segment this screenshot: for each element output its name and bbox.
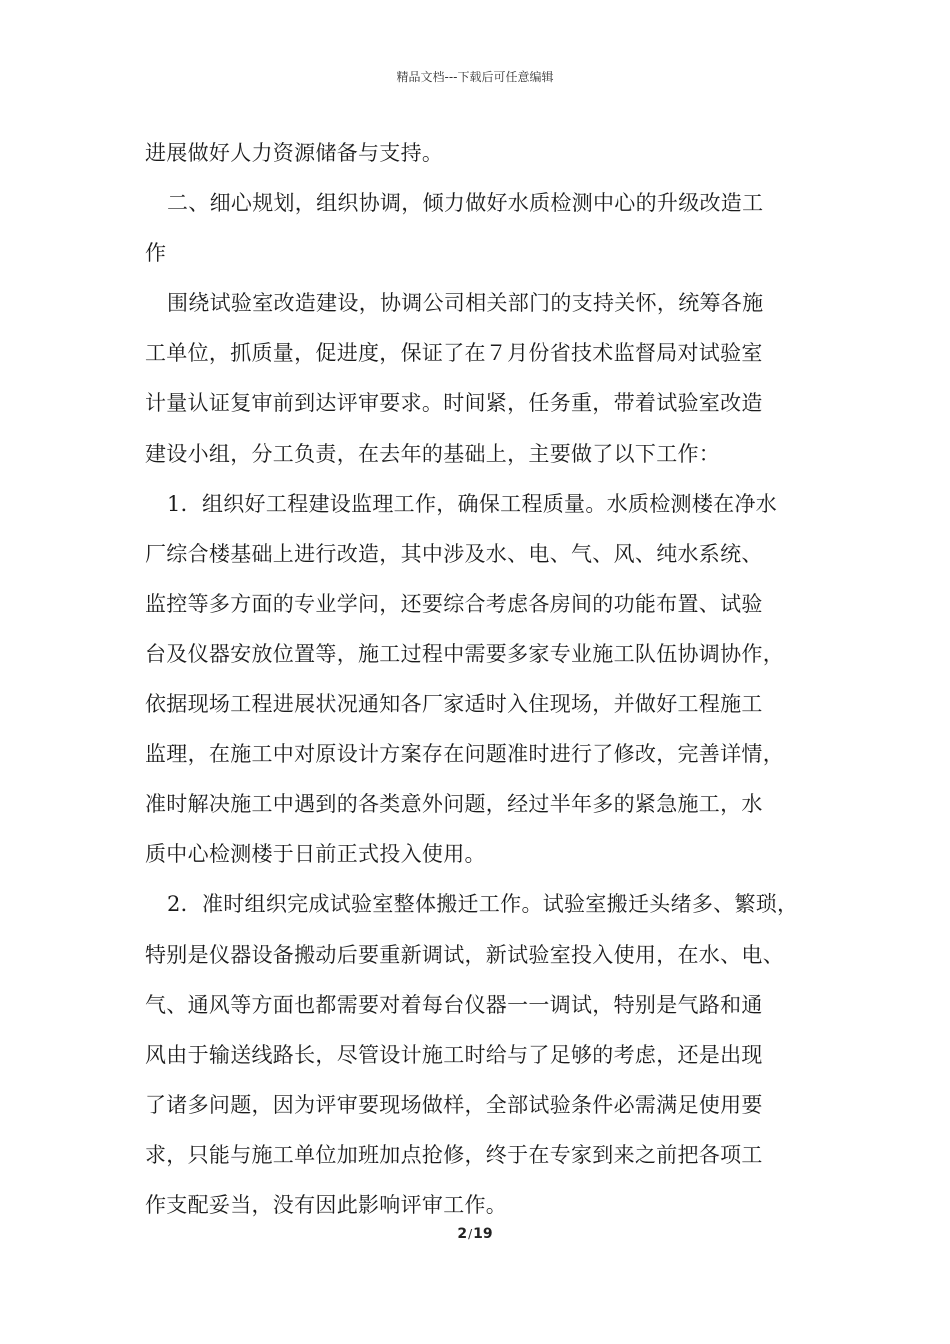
text-line: 计量认证复审前到达评审要求。时间紧，任务重，带着试验室改造: [145, 391, 763, 416]
text-line: 进展做好人力资源储备与支持。: [145, 141, 444, 165]
document-body: [145, 128, 835, 1230]
header-text: 精品文档---下载后可任意编辑: [396, 70, 554, 84]
text-line: 依据现场工程进展状况通知各厂家适时入住现场，并做好工程施工: [145, 692, 763, 717]
text-line: 作支配妥当，没有因此影响评审工作。: [145, 1192, 508, 1217]
text-line: 气、通风等方面也都需要对着每台仪器一一调试，特别是气路和通: [145, 992, 763, 1017]
text-line: 工单位，抓质量，促进度，保证了在７月份省技术监督局对试验室: [145, 341, 763, 366]
page-header: [0, 68, 950, 85]
total-page-count: 19: [473, 1226, 493, 1242]
text-line: 特别是仪器设备搬动后要重新调试，新试验室投入使用，在水、电、: [145, 942, 784, 967]
current-page-number: 2: [457, 1226, 468, 1242]
text-line: 1．组织好工程建设监理工作，确保工程质量。水质检测楼在净水: [167, 491, 778, 516]
text-line: 2．准时组织完成试验室整体搬迁工作。试验室搬迁头绪多、繁琐，: [167, 892, 799, 917]
text-line: 了诸多问题，因为评审要现场做样，全部试验条件必需满足使用要: [145, 1092, 763, 1117]
text-line: 质中心检测楼于日前正式投入使用。: [145, 842, 486, 867]
text-line: 风由于输送线路长，尽管设计施工时给与了足够的考虑，还是出现: [145, 1042, 763, 1067]
text-line: 台及仪器安放位置等，施工过程中需要多家专业施工队伍协调协作，: [145, 641, 784, 666]
text-line: 准时解决施工中遇到的各类意外问题，经过半年多的紧急施工，水: [145, 792, 763, 817]
text-line: 厂综合楼基础上进行改造，其中涉及水、电、气、风、纯水系统、: [145, 541, 763, 566]
text-line: 求，只能与施工单位加班加点抢修，终于在专家到来之前把各项工: [145, 1142, 763, 1167]
text-line: 作: [145, 241, 167, 266]
text-line: 围绕试验室改造建设，协调公司相关部门的支持关怀，统筹各施: [167, 291, 764, 316]
text-line: 建设小组，分工负责，在去年的基础上，主要做了以下工作：: [145, 441, 721, 466]
page-number: [0, 1226, 950, 1242]
page-separator: /: [468, 1227, 473, 1241]
text-line: 监理，在施工中对原设计方案存在问题准时进行了修改，完善详情，: [145, 742, 784, 767]
text-line: 监控等多方面的专业学问，还要综合考虑各房间的功能布置、试验: [145, 591, 763, 616]
text-line: 二、细心规划，组织协调，倾力做好水质检测中心的升级改造工: [167, 191, 764, 216]
